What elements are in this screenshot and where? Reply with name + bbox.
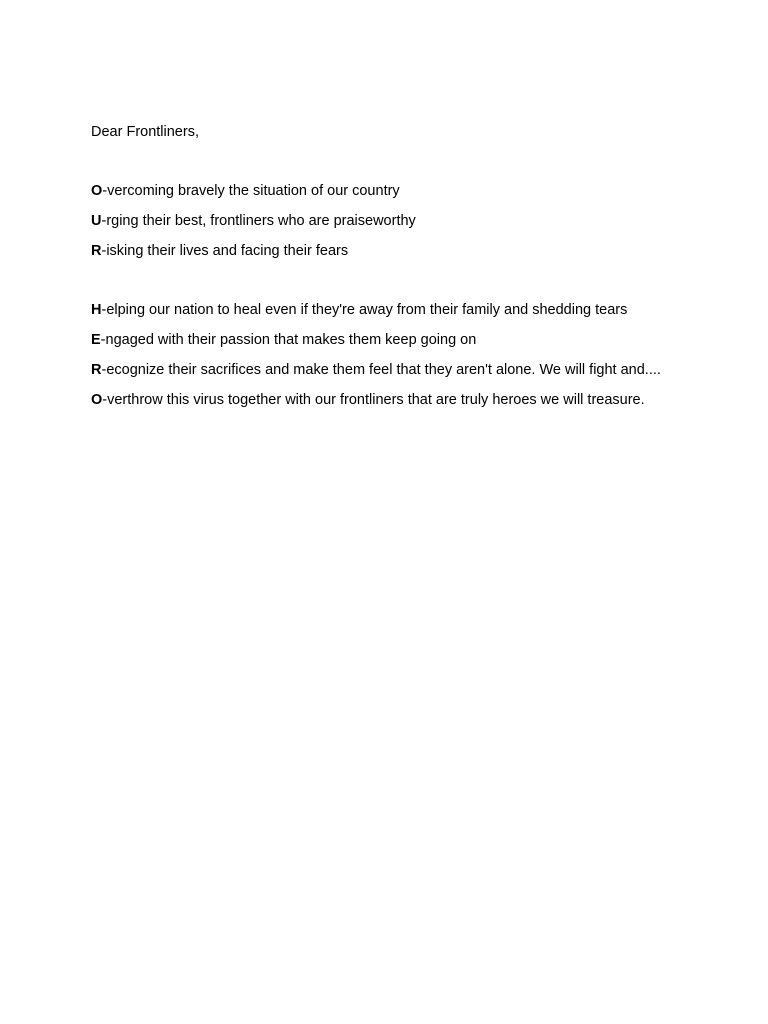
- acrostic-initial: O: [91, 183, 103, 199]
- acrostic-line: [91, 390, 676, 410]
- acrostic-initial: U: [91, 213, 102, 229]
- acrostic-initial: O: [91, 392, 103, 408]
- acrostic-line-text: -ecognize their sacrifices and make them feel that they aren't alone. We will fight and....: [101, 362, 661, 378]
- acrostic-line: [91, 211, 676, 231]
- acrostic-line-text: -vercoming bravely the situation of our country: [102, 183, 400, 199]
- acrostic-initial: R: [91, 243, 102, 259]
- acrostic-line: [91, 181, 676, 201]
- acrostic-line-text: -verthrow this virus together with our frontliners that are truly heroes we will treasure.: [102, 392, 645, 408]
- letter-body: [91, 122, 676, 410]
- letter-greeting: Dear Frontliners,: [91, 124, 199, 140]
- acrostic-line: [91, 360, 676, 380]
- acrostic-line-text: -elping our nation to heal even if they're away from their family and shedding tears: [101, 302, 628, 318]
- acrostic-line: [91, 300, 676, 320]
- acrostic-initial: E: [91, 332, 101, 348]
- acrostic-stanza-hero: [91, 300, 676, 410]
- acrostic-line: [91, 241, 676, 261]
- acrostic-stanza-our: [91, 181, 676, 261]
- acrostic-initial: R: [91, 362, 102, 378]
- acrostic-line: [91, 330, 676, 350]
- acrostic-initial: H: [91, 302, 102, 318]
- acrostic-line-text: -rging their best, frontliners who are praiseworthy: [101, 213, 416, 229]
- acrostic-line-text: -ngaged with their passion that makes them keep going on: [100, 332, 477, 348]
- acrostic-line-text: -isking their lives and facing their fears: [101, 243, 349, 259]
